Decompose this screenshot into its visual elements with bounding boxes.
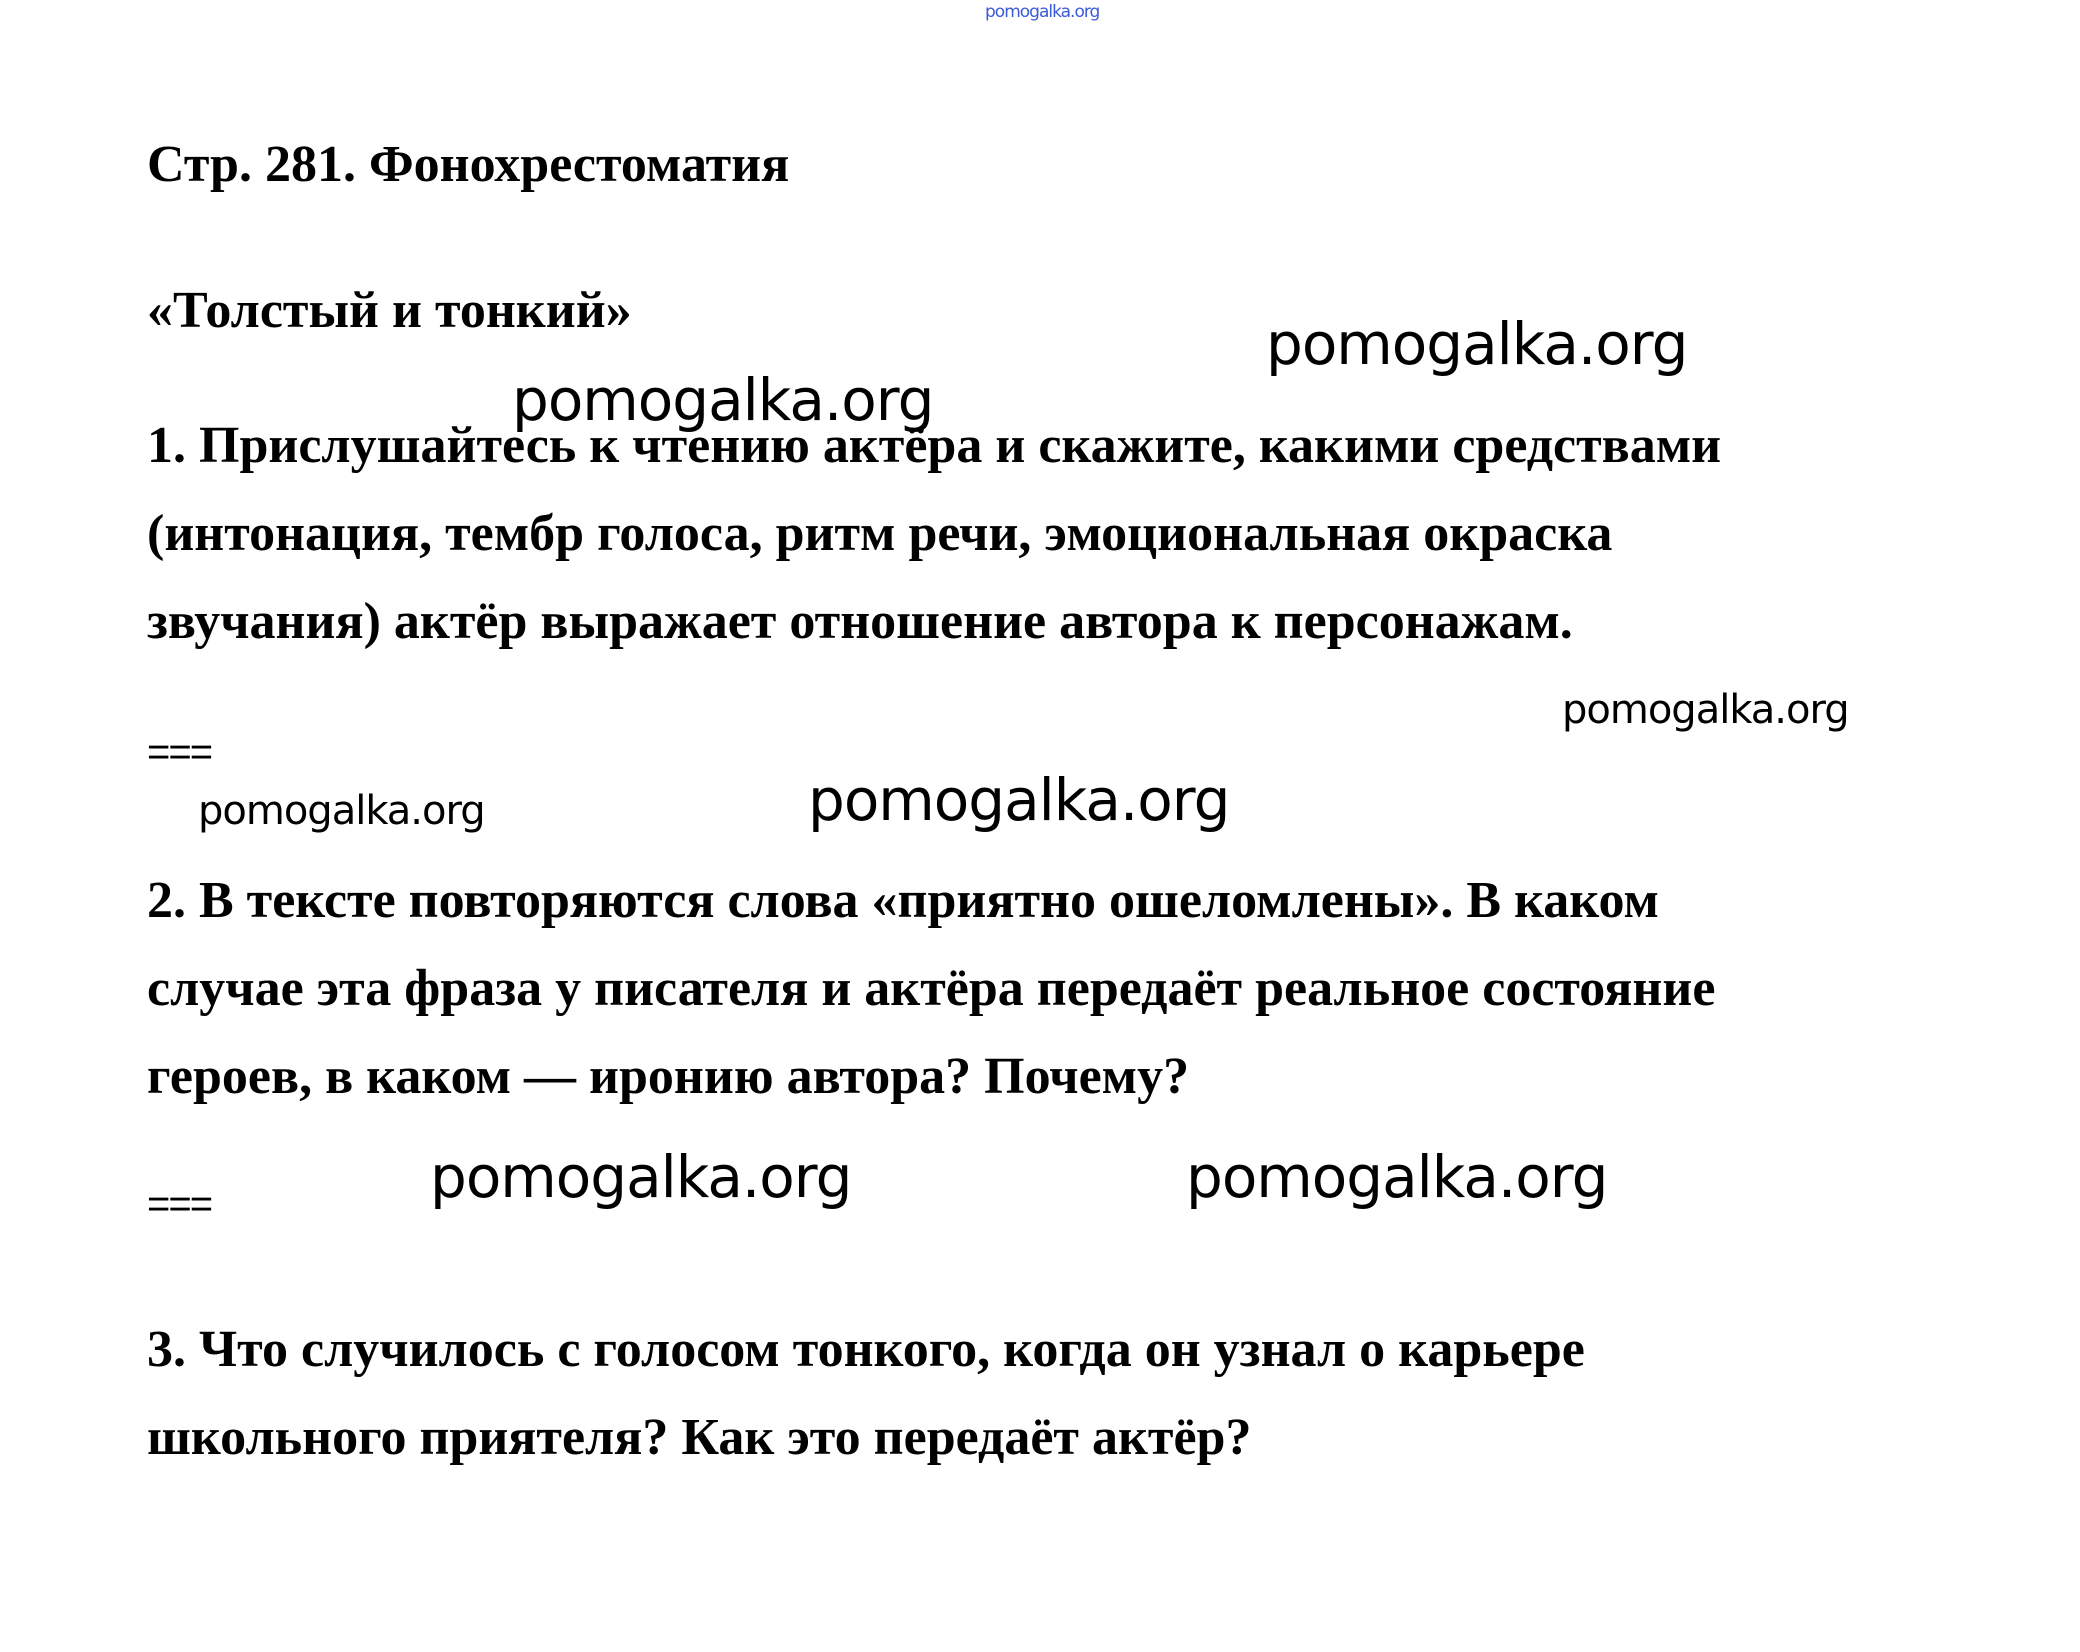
- watermark: pomogalka.org: [430, 1143, 852, 1211]
- question-2: [147, 857, 1715, 1121]
- watermark: pomogalka.org: [1266, 310, 1688, 378]
- watermark: pomogalka.org: [512, 366, 934, 434]
- watermark: pomogalka.org: [808, 766, 1230, 834]
- question-2-line: героев, в каком — иронию автора? Почему?: [147, 1048, 1190, 1105]
- page-title: Стр. 281. Фонохрестоматия: [147, 136, 790, 193]
- question-2-line: случае эта фраза у писателя и актёра передаёт реальное состояние: [147, 960, 1716, 1017]
- watermark: pomogalka.org: [198, 788, 485, 834]
- question-1-line: (интонация, тембр голоса, ритм речи, эмоциональная окраска: [147, 505, 1613, 562]
- story-title: «Толстый и тонкий»: [147, 282, 632, 339]
- question-1-line: звучания) актёр выражает отношение автора к персонажам.: [147, 593, 1573, 650]
- watermark: pomogalka.org: [1562, 687, 1849, 733]
- watermark: pomogalka.org: [1186, 1143, 1608, 1211]
- watermark-top[interactable]: pomogalka.org: [985, 2, 1100, 22]
- question-3: [147, 1306, 1585, 1482]
- question-1: [147, 402, 1721, 666]
- question-1-line: 1. Прислушайтесь к чтению актёра и скажите, какими средствами: [147, 417, 1722, 474]
- question-2-line: 2. В тексте повторяются слова «приятно ошеломлены». В каком: [147, 872, 1659, 929]
- separator: ===: [147, 1182, 212, 1226]
- question-3-line: школьного приятеля? Как это передаёт актёр?: [147, 1409, 1252, 1466]
- separator: ===: [147, 730, 212, 774]
- question-3-line: 3. Что случилось с голосом тонкого, когда он узнал о карьере: [147, 1321, 1585, 1378]
